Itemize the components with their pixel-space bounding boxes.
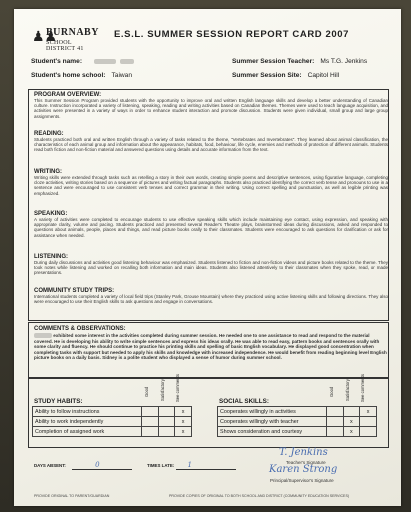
study-row-label: Ability to work independently — [33, 417, 142, 427]
table-row — [218, 407, 377, 417]
section-text-writing: Writing skills were extended through tasks such as retelling a story in their own words, creating simple poems and descriptive sentences, using figurative language, completing cloze activities, writing stories based on a sequence of pictures and writing factual paragraphs. Students also practiced identifying the correct verb tense and pronouns to use in a sentence and were encouraged to use consistent verb tenses and correct grammar in their writing. Using correct spelling and punctuation, as well as legible printing was emphasized. — [34, 175, 388, 196]
table-row — [33, 427, 192, 437]
mark-cell: x — [175, 427, 192, 437]
principal-signature-label: Principal/Supervisor's Signature — [270, 478, 334, 483]
col-good-right: Good — [329, 386, 334, 397]
social-skills-table — [217, 406, 377, 437]
section-title-overview: PROGRAM OVERVIEW: — [34, 92, 102, 98]
table-row — [33, 407, 192, 417]
table-row — [218, 427, 377, 437]
mark-cell: x — [360, 407, 377, 417]
social-skills-title: SOCIAL SKILLS: — [219, 398, 269, 405]
times-late: TIMES LATE: 1 — [147, 461, 192, 469]
col-good-left: Good — [144, 386, 149, 397]
section-text-overview: This Summer Session Program provided students with the opportunity to improve oral and written English language skills and develop a better understanding of Canadian culture. Instruction incorporated a variety of listening, speaking, reading and writing activities based on Canadian themes. Themes were used to teach language acquisition, and activities were presented in a variety of ways in order to enhance student interaction and promote discussion. Students were given individual, small group and large group assignments. — [34, 98, 388, 119]
program-box — [28, 89, 389, 321]
mark-cell — [326, 407, 343, 417]
redacted-student-name — [34, 333, 52, 338]
comments-title: COMMENTS & OBSERVATIONS: — [34, 326, 126, 332]
logo-district: SCHOOL DISTRICT 41 — [46, 40, 84, 52]
social-row-label: Cooperates willingly with teacher — [218, 417, 327, 427]
social-row-label: Cooperates willingly in activities — [218, 407, 327, 417]
section-text-listening: During daily discussions and activities good listening behaviour was emphasized. Students listened to fiction and non-fiction videos and picture books related to the theme. They took notes while listening and worked on recalling both information and main ideas. Students also listened attentively to their classmates when they spoke, read, or made presentations. — [34, 260, 388, 276]
col-comments-right: See comments — [360, 374, 365, 402]
teacher-field: Summer Session Teacher: Ms T.G. Jenkins — [232, 58, 368, 65]
mark-cell — [360, 417, 377, 427]
principal-signature: Karen Strong — [269, 464, 338, 475]
study-habits-title: STUDY HABITS: — [34, 398, 83, 405]
mark-cell — [141, 417, 158, 427]
student-name-field: Student's name: — [31, 58, 134, 65]
mark-cell — [326, 427, 343, 437]
mark-cell — [360, 427, 377, 437]
footer-right: PROVIDE COPIES OF ORIGINAL TO BOTH SCHOOL AND DISTRICT (COMMUNITY EDUCATION SERVICES) — [169, 494, 350, 498]
col-comments-left: See comments — [175, 374, 180, 402]
mark-cell — [141, 407, 158, 417]
section-title-listening: LISTENING: — [34, 254, 68, 260]
mark-cell: x — [343, 417, 360, 427]
mark-cell — [343, 407, 360, 417]
study-row-label: Completion of assigned work — [33, 427, 142, 437]
times-late-line — [176, 469, 236, 470]
section-title-writing: WRITING: — [34, 169, 62, 175]
redacted-first-name — [94, 59, 116, 64]
mark-cell — [158, 407, 175, 417]
section-title-speaking: SPEAKING: — [34, 211, 68, 217]
mark-cell: x — [175, 407, 192, 417]
comments-text: exhibited some interest in the activities completed during summer session. He needed one to one assistance to read and respond to the material covered. He is developing his ability to write simple sentences and express his ideas orally. He was able to read easy, pattern books and sentences orally with some clarity and fluency. He should continue to practice his printing skills and spelling of basic English vocabulary. He displayed good concentration when completing tasks with support but needed to apply his skills and knowledge with increased independence. He would benefit from reading beginning level English picture books on a daily basis. Sidney is a polite student who displayed a sense of humor during summer school. — [34, 333, 387, 361]
teacher-signature-label: Teacher's Signature — [286, 460, 326, 465]
col-satisfactory-right: Satisfactory — [345, 379, 350, 401]
section-text-trips: International students completed a variety of local field trips (Stanley Park, Grouse Mountain) where they practiced using active listening skills and following directions. They also were encouraged to use their English skills to ask questions and engage in conversations. — [34, 294, 388, 305]
table-row — [33, 417, 192, 427]
study-habits-table — [32, 406, 192, 437]
section-text-reading: Students practiced both oral and written English through a variety of tasks related to the theme, "Vertebrates and Invertebrates". They learned about animal classification, the characteristics of each animal group and information about the appearance, habitats, food, behaviour, life cycle, enemies and methods of protection of different animals. Students read both fiction and non-fiction material and answered questions using details and accurate information from the text. — [34, 137, 388, 153]
district-logo — [30, 23, 100, 53]
section-title-trips: COMMUNITY STUDY TRIPS: — [34, 288, 115, 294]
mark-cell: x — [175, 417, 192, 427]
people-icon: ♟♟ — [32, 28, 58, 44]
redacted-last-name — [120, 59, 134, 64]
section-title-reading: READING: — [34, 131, 64, 137]
col-satisfactory-left: Satisfactory — [160, 379, 165, 401]
mark-cell — [326, 417, 343, 427]
study-row-label: Ability to follow instructions — [33, 407, 142, 417]
mark-cell — [141, 427, 158, 437]
home-school-field: Student's home school: Taiwan — [31, 72, 133, 79]
footer-left: PROVIDE ORIGINAL TO PARENT/GUARDIAN — [34, 494, 110, 498]
days-absent-line — [72, 469, 132, 470]
table-row — [218, 417, 377, 427]
days-absent: DAYS ABSENT: 0 — [34, 461, 100, 469]
teacher-signature: T. Jenkins — [279, 447, 328, 458]
logo-name: BURNABY — [46, 27, 99, 38]
report-card-paper — [14, 9, 401, 506]
mark-cell — [158, 427, 175, 437]
report-title: E.S.L. SUMMER SESSION REPORT CARD 2007 — [114, 29, 350, 40]
site-field: Summer Session Site: Capitol Hill — [232, 72, 340, 79]
section-text-speaking: A variety of activities were completed to encourage students to use effective speaking skills which include maintaining eye contact, using expression, and speaking with appropriate clarity, volume and pacing. Students practiced and presented several Reader's Theatre plays, brainstormed ideas during discussions, asked and responded to questions about animals, people, places and things, and read picture books orally to their classmates. Students were encouraged to ask questions for clarification or ask for assistance when needed. — [34, 217, 388, 238]
mark-cell: x — [343, 427, 360, 437]
mark-cell — [158, 417, 175, 427]
social-row-label: Shows consideration and courtesy — [218, 427, 327, 437]
